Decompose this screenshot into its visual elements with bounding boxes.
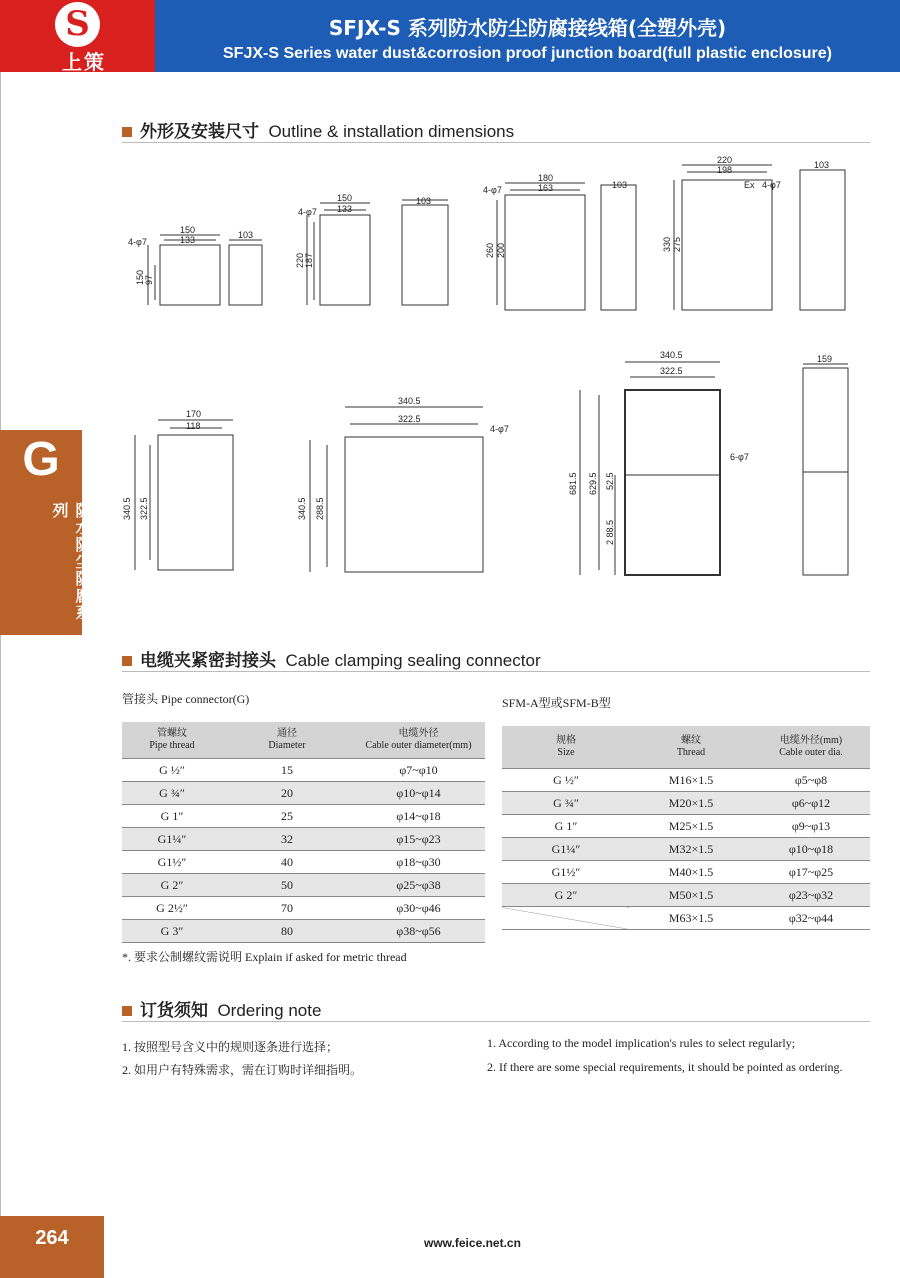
dim-label: 133 xyxy=(337,204,353,214)
logo-mark: S xyxy=(55,2,100,47)
dim-label: 103 xyxy=(814,160,830,170)
box1-front xyxy=(160,245,220,305)
dim-label: Ex xyxy=(744,180,755,190)
box4-side xyxy=(800,170,845,310)
pipe-connector-table xyxy=(122,722,485,943)
table-row xyxy=(122,897,485,920)
table-cell: φ18~φ30 xyxy=(352,851,485,874)
bullet-square-icon xyxy=(122,1006,132,1016)
dim-label: 322.5 xyxy=(660,366,683,376)
table-cell: φ5~φ8 xyxy=(752,769,870,792)
table-cell: φ6~φ12 xyxy=(752,792,870,815)
table-cell: G 2½″ xyxy=(122,897,222,920)
dim-label: 629.5 xyxy=(588,472,598,495)
dim-label: 150 xyxy=(135,269,145,285)
dim-label: 4-φ7 xyxy=(128,237,147,247)
dim-label: 340.5 xyxy=(398,396,421,406)
dim-label: 180 xyxy=(538,173,554,183)
footnote: *. 要求公制螺纹需说明 Explain if asked for metric thread xyxy=(122,950,407,964)
table-cell: M40×1.5 xyxy=(630,861,752,884)
table-cell: G 2″ xyxy=(502,884,630,907)
table-cell: G1½″ xyxy=(122,851,222,874)
table-cell: φ9~φ13 xyxy=(752,815,870,838)
table-cell: M63×1.5 xyxy=(630,907,752,930)
box3-front xyxy=(505,195,585,310)
table-row xyxy=(502,884,870,907)
table-cell: 32 xyxy=(222,828,352,851)
dim-label: 103 xyxy=(416,196,432,206)
table-header: 螺纹 Thread xyxy=(630,726,752,769)
section-cable-en: Cable clamping sealing connector xyxy=(285,651,541,670)
dim-label: 2 88.5 xyxy=(605,519,615,545)
table-cell: G1½″ xyxy=(502,861,630,884)
table-cell: G1¼″ xyxy=(502,838,630,861)
table-cell: 20 xyxy=(222,782,352,805)
table-cell: G ¾″ xyxy=(122,782,222,805)
section-outline-en: Outline & installation dimensions xyxy=(268,122,515,141)
table-header: 电缆外径 Cable outer diameter(mm) xyxy=(352,722,485,759)
dim-label: 103 xyxy=(238,230,254,240)
table-row xyxy=(122,782,485,805)
dim-label: 340.5 xyxy=(660,350,683,360)
table-cell: M32×1.5 xyxy=(630,838,752,861)
section-cable-cn: 电缆夹紧密封接头 xyxy=(140,651,276,671)
table-cell: φ32~φ44 xyxy=(752,907,870,930)
table-header: 电缆外径(mm) Cable outer dia. xyxy=(752,726,870,769)
table-row xyxy=(502,861,870,884)
table-header: 管螺纹 Pipe thread xyxy=(122,722,222,759)
dim-label: 4-φ7 xyxy=(490,424,509,434)
table-cell: G ½″ xyxy=(502,769,630,792)
dim-label: 97 xyxy=(144,274,154,285)
box5-front xyxy=(158,435,233,570)
box2-front xyxy=(320,215,370,305)
table-cell: M50×1.5 xyxy=(630,884,752,907)
dim-label: 4-φ7 xyxy=(762,180,781,190)
chapter-letter: G xyxy=(22,433,60,486)
dim-label: 275 xyxy=(672,236,682,252)
section-outline-cn: 外形及安装尺寸 xyxy=(140,122,259,142)
section-rule xyxy=(122,1021,870,1022)
table-header: 规格 Size xyxy=(502,726,630,769)
dim-label: 340.5 xyxy=(122,497,132,520)
dim-label: 150 xyxy=(337,193,353,203)
dim-label: 103 xyxy=(612,180,628,190)
dim-label: 133 xyxy=(180,235,196,245)
footer-url: www.feice.net.cn xyxy=(424,1236,521,1250)
table-cell: 15 xyxy=(222,759,352,782)
table-row xyxy=(502,815,870,838)
dim-label: 340.5 xyxy=(297,497,307,520)
table-cell: G ½″ xyxy=(122,759,222,782)
box3-side xyxy=(601,185,636,310)
section-cable-heading xyxy=(122,646,541,671)
box6-front xyxy=(345,437,483,572)
section-ordering-en: Ordering note xyxy=(217,1001,322,1020)
dim-label: 170 xyxy=(186,409,202,419)
dim-label: 52.5 xyxy=(605,472,615,490)
table-cell: φ38~φ56 xyxy=(352,920,485,943)
table-cell: 25 xyxy=(222,805,352,828)
note-en-1: 1. According to the model implication's rules to select regularly; xyxy=(487,1036,796,1050)
table-cell: φ10~φ18 xyxy=(752,838,870,861)
page-title-cn: SFJX-S 系列防水防尘防腐接线箱(全塑外壳) xyxy=(328,16,727,40)
page-number: 264 xyxy=(0,1216,104,1278)
table-row xyxy=(122,805,485,828)
dim-label: 6-φ7 xyxy=(730,452,749,462)
table-cell: G ¾″ xyxy=(502,792,630,815)
dim-label: 4-φ7 xyxy=(483,185,502,195)
dim-label: 260 xyxy=(485,242,495,258)
table-cell: G 3″ xyxy=(122,920,222,943)
dim-label: 118 xyxy=(186,421,201,431)
table-cell xyxy=(502,907,630,930)
table-cell: φ23~φ32 xyxy=(752,884,870,907)
box2-side xyxy=(402,205,448,305)
dim-label: 322.5 xyxy=(139,497,149,520)
dim-label: 220 xyxy=(717,155,733,165)
table-row xyxy=(122,759,485,782)
table-cell: φ7~φ10 xyxy=(352,759,485,782)
table-cell: M20×1.5 xyxy=(630,792,752,815)
dim-label: 681.5 xyxy=(568,472,578,495)
table-header: 通径 Diameter xyxy=(222,722,352,759)
dim-label: 159 xyxy=(817,354,833,364)
section-ordering-heading xyxy=(122,996,321,1021)
page-title-en: SFJX-S Series water dust&corrosion proof junction board(full plastic enclosure) xyxy=(223,45,832,62)
table2-caption: SFM-A型或SFM-B型 xyxy=(502,696,611,710)
note-cn-2: 2. 如用户有特殊需求，需在订购时详细指明。 xyxy=(122,1063,363,1077)
table-cell: G 1″ xyxy=(502,815,630,838)
table-cell: G 1″ xyxy=(122,805,222,828)
table-row xyxy=(502,838,870,861)
dim-label: 330 xyxy=(662,236,672,252)
note-en-2: 2. If there are some special requirements, it should be pointed as ordering. xyxy=(487,1060,843,1074)
table-row xyxy=(502,792,870,815)
dim-label: 187 xyxy=(304,252,314,268)
table-cell: 80 xyxy=(222,920,352,943)
table-cell: 70 xyxy=(222,897,352,920)
table-cell: φ17~φ25 xyxy=(752,861,870,884)
table1-caption: 管接头 Pipe connector(G) xyxy=(122,692,250,706)
table-cell: M25×1.5 xyxy=(630,815,752,838)
chapter-title: 防水防尘防腐系列 xyxy=(50,502,92,621)
sfm-connector-table xyxy=(502,726,870,930)
dim-label: 163 xyxy=(538,183,554,193)
table-row xyxy=(122,920,485,943)
table-row xyxy=(502,907,870,930)
table-cell: φ15~φ23 xyxy=(352,828,485,851)
dim-label: 4-φ7 xyxy=(298,207,317,217)
table-cell: 50 xyxy=(222,874,352,897)
section-ordering-cn: 订货须知 xyxy=(140,1001,208,1021)
box4-front xyxy=(682,180,772,310)
dim-label: 220 xyxy=(295,252,305,268)
bullet-square-icon xyxy=(122,656,132,666)
dim-label: 322.5 xyxy=(398,414,421,424)
table-cell: 40 xyxy=(222,851,352,874)
logo-text: 上策 xyxy=(62,50,106,74)
table-cell: φ14~φ18 xyxy=(352,805,485,828)
table-cell: G 2″ xyxy=(122,874,222,897)
box1-side xyxy=(229,245,262,305)
table-cell: φ10~φ14 xyxy=(352,782,485,805)
dim-label: 288.5 xyxy=(315,497,325,520)
dim-label: 150 xyxy=(180,225,196,235)
table-row xyxy=(122,874,485,897)
table-row xyxy=(502,769,870,792)
table-row xyxy=(122,851,485,874)
table-row xyxy=(122,828,485,851)
table-cell: G1¼″ xyxy=(122,828,222,851)
table-cell: φ25~φ38 xyxy=(352,874,485,897)
table-cell: φ30~φ46 xyxy=(352,897,485,920)
section-rule xyxy=(122,671,870,672)
dim-label: 198 xyxy=(717,165,733,175)
note-cn-1: 1. 按照型号含义中的规则逐条进行选择； xyxy=(122,1040,339,1054)
dim-label: 200 xyxy=(496,242,506,258)
box7-front xyxy=(625,390,720,575)
table-cell: M16×1.5 xyxy=(630,769,752,792)
